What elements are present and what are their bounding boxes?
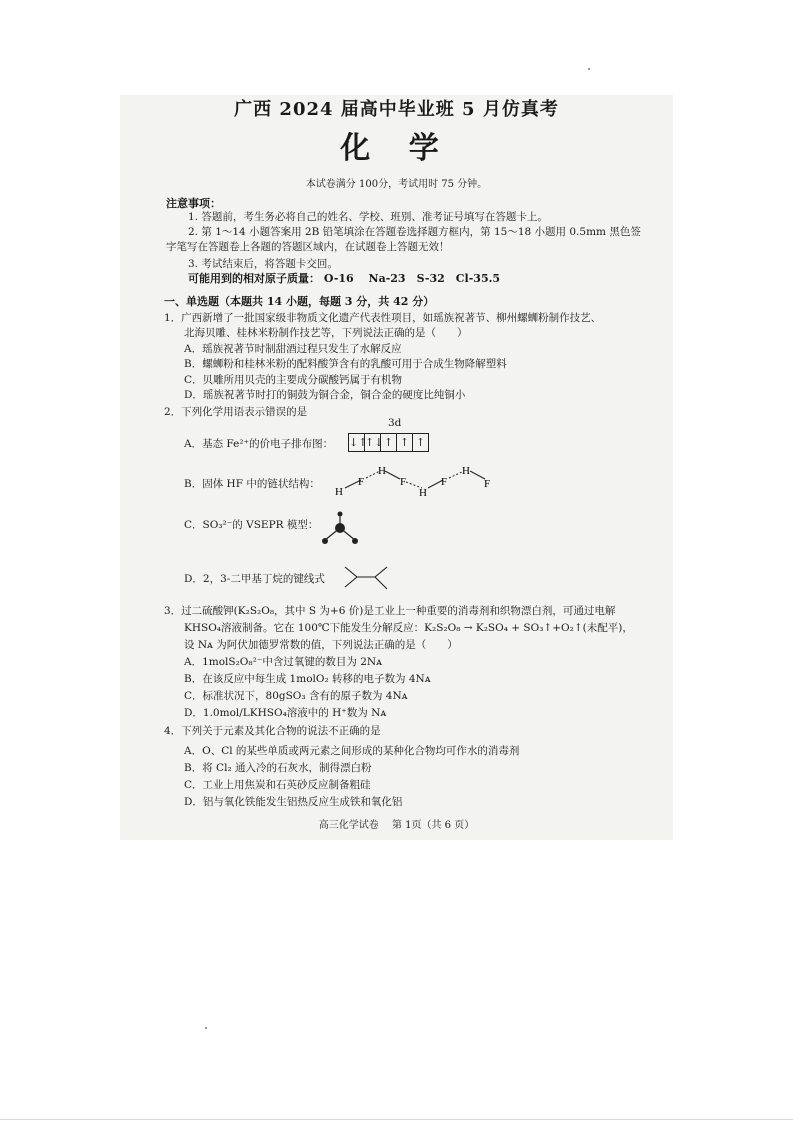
hf-atom: F: [400, 476, 407, 488]
q1-option-b: B．螺蛳粉和桂林米粉的配料酸笋含有的乳酸可用于合成生物降解塑料: [184, 358, 507, 370]
q4-option-a: A．O、Cl 的某些单质或两元素之间形成的某种化合物均可作水的消毒剂: [184, 745, 520, 757]
hf-atom: H: [378, 465, 386, 477]
page-speck: [588, 68, 590, 70]
hf-bond: [470, 471, 485, 479]
q3-option-a: A．1molS₂O₈²⁻中含过氧键的数目为 2Nᴀ: [184, 656, 383, 668]
hf-atom: H: [419, 487, 427, 499]
q2-option-b: B．固体 HF 中的链状结构：: [184, 478, 320, 490]
hf-bond: [385, 471, 400, 479]
q4-option-c: C．工业上用焦炭和石英砂反应制备粗硅: [184, 779, 371, 791]
orbital-box: ↑: [412, 434, 428, 451]
q3-option-c: C．标准状况下，80gSO₃ 含有的原子数为 4Nᴀ: [184, 690, 408, 702]
exam-subject: 化 学: [340, 131, 453, 166]
orbital-box: ↑: [380, 434, 396, 451]
notes-line-1: 1. 答题前，考生务必将自己的姓名、学校、班别、准考证号填写在答题卡上。: [188, 211, 548, 223]
q3-option-d: D．1.0mol/LKHSO₄溶液中的 H⁺数为 Nᴀ: [184, 707, 387, 719]
q3-stem-3: 设 Nᴀ 为阿伏加德罗常数的值，下列说法正确的是（ ）: [184, 639, 458, 651]
orbital-box: ↓↑: [349, 436, 368, 449]
skeletal-formula-diagram: [341, 563, 393, 597]
notes-heading: 注意事项：: [166, 197, 221, 210]
q2-option-a: A．基态 Fe²⁺的价电子排布图：: [184, 438, 334, 450]
hf-atom: H: [462, 465, 470, 477]
hf-chain-diagram: [330, 463, 500, 503]
orbital-label: 3d: [388, 417, 402, 429]
exam-photo: [120, 95, 673, 840]
vsepr-model-diagram: [317, 510, 367, 552]
exam-info: 本试卷满分 100分，考试用时 75 分钟。: [305, 179, 488, 190]
orbital-box: ↑↓: [365, 436, 384, 449]
q1-stem-2: 北海贝雕、桂林米粉制作技艺等，下列说法正确的是（ ）: [184, 327, 468, 339]
page-speck: [205, 1027, 207, 1029]
notes-line-3: 3. 考试结束后，将答题卡交回。: [188, 258, 338, 270]
q1-option-d: D．瑶族祝著节时打的铜鼓为铜合金，铜合金的硬度比纯铜小: [184, 389, 466, 401]
q4-option-d: D．铝与氧化铁能发生铝热反应生成铁和氧化铝: [184, 796, 403, 808]
q2-stem: 2．下列化学用语表示错误的是: [164, 406, 308, 418]
q3-stem-2: KHSO₄溶液制备。它在 100℃下能发生分解反应：K₂S₂O₈ → K₂SO₄ + SO₃↑+O₂↑(未配平)，: [184, 622, 633, 634]
q4-stem: 4．下列关于元素及其化合物的说法不正确的是: [164, 725, 381, 737]
q2-option-c: C．SO₃²⁻的 VSEPR 模型：: [184, 519, 319, 531]
exam-title: 广西 2024 届高中毕业班 5 月仿真考: [234, 99, 559, 120]
page-footer: 高三化学试卷 第 1页（共 6 页）: [318, 820, 475, 831]
atomic-masses: 可能用到的相对原子质量： O-16 Na-23 S-32 Cl-35.5: [188, 272, 501, 285]
hf-atom: H: [335, 486, 343, 498]
q1-stem-1: 1．广西新增了一批国家级非物质文化遗产代表性项目，如瑶族祝著节、柳州螺蛳粉制作技艺、: [164, 312, 602, 324]
q2-option-d: D．2，3-二甲基丁烷的键线式: [184, 573, 325, 585]
q1-option-c: C．贝雕所用贝壳的主要成分碳酸钙属于有机物: [184, 374, 403, 386]
q3-stem-1: 3．过二硫酸钾(K₂S₂O₈，其中 S 为+6 价)是工业上一种重要的消毒剂和织物漂白剂，可通过电解: [164, 605, 616, 617]
orbital-diagram: [348, 433, 429, 452]
notes-line-2a: 2. 第 1～14 小题答案用 2B 铅笔填涂在答题卷选择题方框内，第 15～18 小题用 0.5mm 黑色签: [188, 226, 641, 238]
q3-option-b: B．在该反应中每生成 1molO₂ 转移的电子数为 4Nᴀ: [184, 673, 431, 685]
hf-atom: F: [484, 478, 491, 490]
page-bottom-divider: [0, 1119, 793, 1120]
hf-atom: F: [441, 476, 448, 488]
section-heading: 一、单选题（本题共 14 小题，每题 3 分，共 42 分）: [164, 295, 435, 308]
hf-atom: F: [358, 476, 365, 488]
q1-option-a: A．瑶族祝著节时制甜酒过程只发生了水解反应: [184, 343, 402, 355]
orbital-box: ↑: [396, 434, 412, 451]
q4-option-b: B．将 Cl₂ 通入冷的石灰水，制得漂白粉: [184, 762, 372, 774]
notes-line-2b: 字笔写在答题卷上各题的答题区域内，在试题卷上答题无效！: [166, 241, 450, 253]
